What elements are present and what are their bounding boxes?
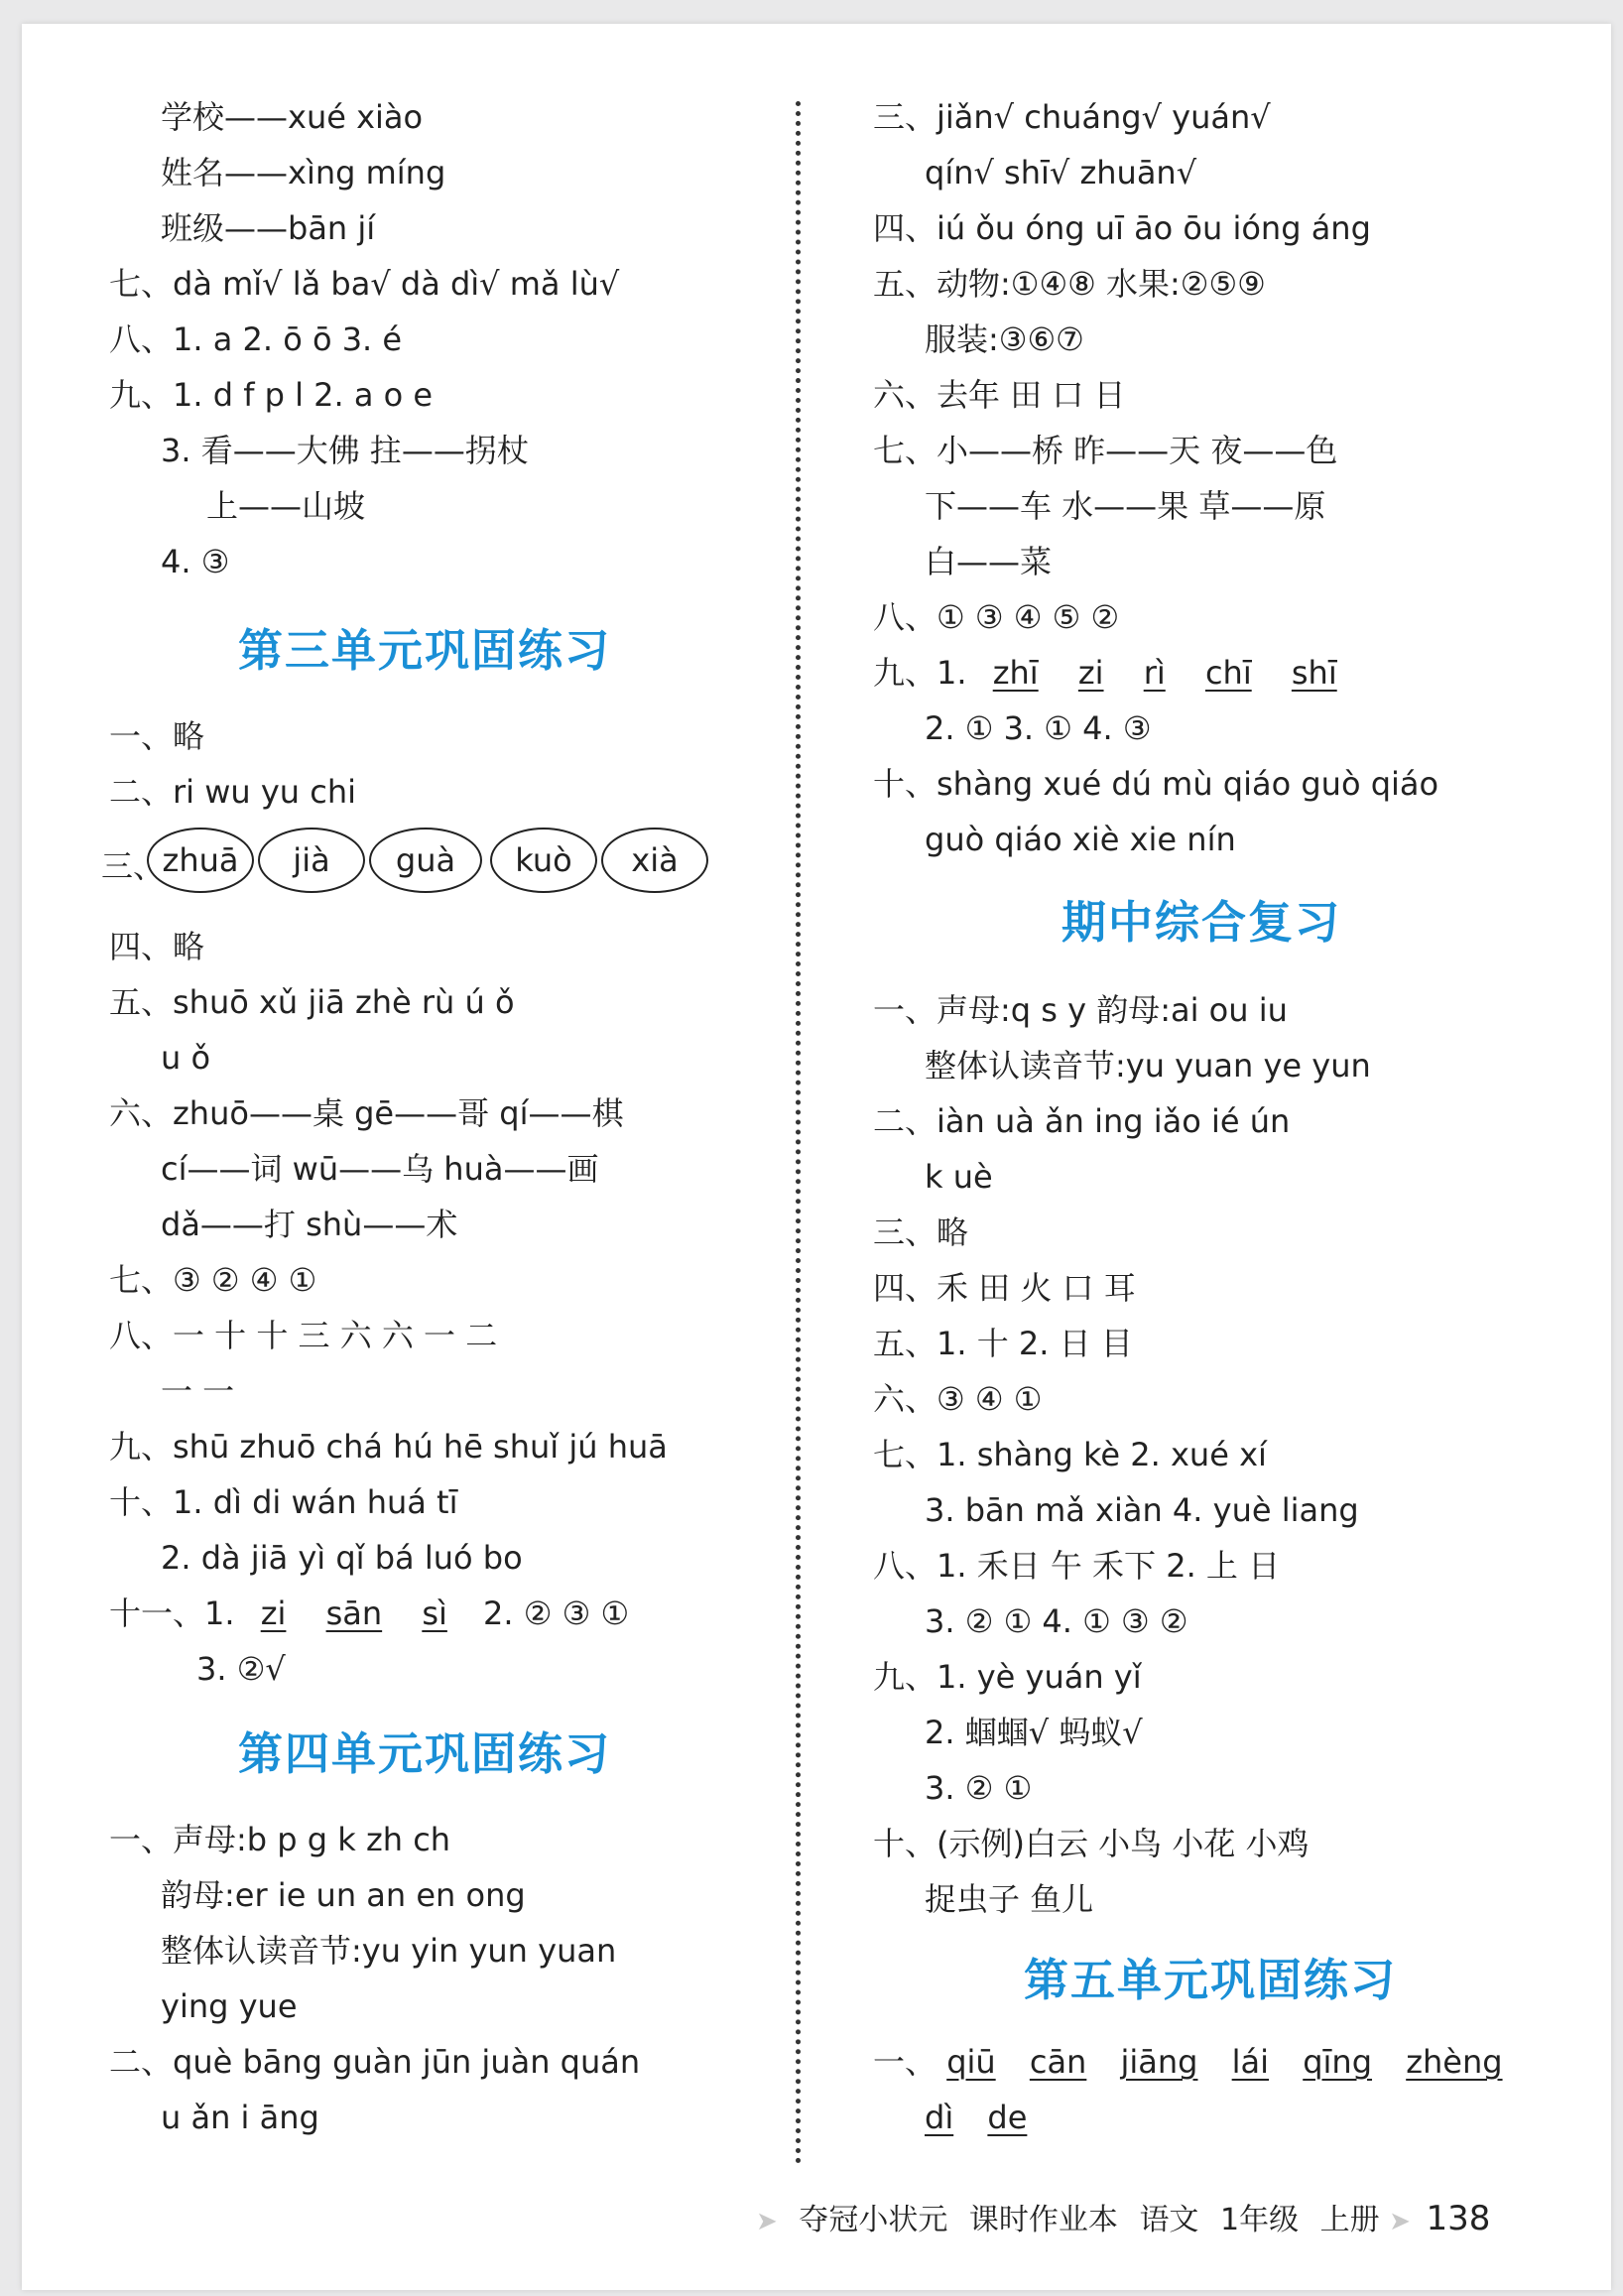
answer-line: 班级——bān jí <box>161 209 376 247</box>
answer-line: 白——菜 <box>925 543 1053 580</box>
answer-line: 二、què bāng guàn jūn juàn quán <box>109 2043 641 2081</box>
answer-line: 九、1. yè yuán yǐ <box>873 1658 1142 1696</box>
answer-label: 九、1. <box>873 654 967 692</box>
answer-line: cí——词 wū——乌 huà——画 <box>161 1150 599 1188</box>
answer-line-underlined <box>873 651 1337 695</box>
answer-line-underlined <box>925 2096 1027 2139</box>
answer-line: 一、声母:b p g k zh ch <box>109 1821 451 1858</box>
answer-line: 八、1. 禾日 午 禾下 2. 上 日 <box>873 1547 1281 1585</box>
underlined-pinyin: zhī <box>992 654 1039 692</box>
underlined-pinyin: zi <box>260 1594 287 1632</box>
right-column <box>786 24 1560 2147</box>
answer-line: 学校——xué xiào <box>161 98 424 136</box>
answer-line: 韵母:er ie un an en ong <box>161 1876 526 1914</box>
section-heading-unit4: 第四单元巩固练习 <box>238 1727 612 1780</box>
answer-line: 六、zhuō——桌 gē——哥 qí——棋 <box>109 1094 624 1132</box>
underlined-pinyin: de <box>987 2099 1028 2136</box>
answer-line: 整体认读音节:yu yuan ye yun <box>925 1047 1371 1084</box>
answer-line: 3. ②√ <box>196 1650 286 1688</box>
answer-line: 六、去年 田 口 日 <box>873 376 1126 414</box>
underlined-pinyin: zhèng <box>1406 2043 1503 2081</box>
underlined-pinyin: cān <box>1029 2043 1087 2081</box>
circled-pinyin: guà <box>369 828 482 893</box>
circled-pinyin: xià <box>601 828 708 893</box>
answer-line: 七、③ ② ④ ① <box>109 1261 317 1299</box>
answer-text: 2. ② ③ ① <box>483 1594 630 1632</box>
answer-line: 4. ③ <box>161 543 230 580</box>
answer-line: 三、jiǎn√ chuáng√ yuán√ <box>873 98 1271 136</box>
answer-page <box>22 24 1611 2290</box>
footer-book: 课时作业本 <box>968 2203 1118 2237</box>
underlined-pinyin: qīng <box>1303 2043 1373 2081</box>
underlined-pinyin: rì <box>1143 654 1166 692</box>
section-heading-unit3: 第三单元巩固练习 <box>238 624 612 677</box>
answer-line: 四、禾 田 火 口 耳 <box>873 1269 1136 1307</box>
answer-line: u ǒ <box>161 1039 211 1077</box>
answer-line: guò qiáo xiè xie nín <box>925 821 1236 858</box>
underlined-pinyin: qiū <box>946 2043 996 2081</box>
answer-line: 四、iú ǒu óng uī āo ōu ióng áng <box>873 209 1371 247</box>
answer-line: 十、shàng xué dú mù qiáo guò qiáo <box>873 765 1439 803</box>
answer-label: 三、 <box>101 847 166 885</box>
answer-line: 2. dà jiā yì qǐ bá luó bo <box>161 1539 523 1577</box>
answer-line: 七、1. shàng kè 2. xué xí <box>873 1436 1267 1473</box>
arrow-icon: ➤ <box>756 2207 778 2236</box>
arrow-icon: ➤ <box>1389 2207 1411 2236</box>
answer-line-underlined <box>873 2040 1503 2084</box>
answer-line: 一、声母:q s y 韵母:ai ou iu <box>873 991 1288 1029</box>
footer-brand: 夺冠小状元 <box>799 2203 948 2237</box>
footer-grade: 1年级 <box>1219 2203 1300 2237</box>
section-heading-midterm: 期中综合复习 <box>1061 896 1342 949</box>
left-column <box>22 24 786 2147</box>
answer-line: 3. ② ① <box>925 1769 1033 1807</box>
answer-line: 服装:③⑥⑦ <box>925 320 1084 358</box>
answer-line: 二、ri wu yu chi <box>109 773 357 811</box>
page-footer <box>756 2195 1490 2242</box>
underlined-pinyin: chī <box>1204 654 1252 692</box>
answer-line: 一 一 <box>161 1372 235 1410</box>
answer-line: 3. bān mǎ xiàn 4. yuè liang <box>925 1491 1359 1529</box>
underlined-pinyin: sì <box>422 1594 447 1632</box>
answer-line: k uè <box>925 1158 993 1196</box>
answer-line: 十、(示例)白云 小鸟 小花 小鸡 <box>873 1825 1310 1862</box>
answer-line: ying yue <box>161 1987 298 2025</box>
answer-line: 四、略 <box>109 928 205 965</box>
answer-line: 八、① ③ ④ ⑤ ② <box>873 598 1120 636</box>
answer-line: 九、1. d f p l 2. a o e <box>109 376 434 414</box>
answer-line: u ǎn i āng <box>161 2099 319 2136</box>
answer-line: 八、1. a 2. ō ō 3. é <box>109 320 403 358</box>
answer-line: 十、1. dì di wán huá tī <box>109 1483 458 1521</box>
circled-pinyin: kuò <box>490 828 597 893</box>
answer-line: 七、dà mǐ√ lǎ ba√ dà dì√ mǎ lù√ <box>109 265 620 303</box>
underlined-pinyin: shī <box>1291 654 1337 692</box>
section-heading-unit5: 第五单元巩固练习 <box>1024 1954 1398 2006</box>
answer-line: 3. ② ① 4. ① ③ ② <box>925 1602 1188 1640</box>
answer-line: qín√ shī√ zhuān√ <box>925 154 1197 191</box>
answer-line: 七、小——桥 昨——天 夜——色 <box>873 432 1338 469</box>
answer-line: 整体认读音节:yu yin yun yuan <box>161 1932 617 1970</box>
underlined-pinyin: jiāng <box>1120 2043 1198 2081</box>
answer-line: 五、动物:①④⑧ 水果:②⑤⑨ <box>873 265 1266 303</box>
circled-pinyin: jià <box>258 828 365 893</box>
answer-label: 十一、1. <box>109 1594 235 1632</box>
answer-line: 下——车 水——果 草——原 <box>925 487 1326 525</box>
underlined-pinyin: zi <box>1077 654 1104 692</box>
circled-pinyin: zhuā <box>147 828 254 893</box>
footer-subject: 语文 <box>1139 2203 1199 2237</box>
answer-line: 捉虫子 鱼儿 <box>925 1880 1094 1918</box>
answer-line-underlined <box>109 1592 629 1635</box>
answer-line: dǎ——打 shù——术 <box>161 1206 458 1243</box>
answer-line: 九、shū zhuō chá hú hē shuǐ jú huā <box>109 1428 668 1466</box>
underlined-pinyin: dì <box>925 2099 954 2136</box>
answer-line: 3. 看——大佛 拄——拐杖 <box>161 432 529 469</box>
answer-line: 姓名——xìng míng <box>161 154 446 191</box>
answer-line: 六、③ ④ ① <box>873 1380 1043 1418</box>
answer-line: 上——山坡 <box>206 487 366 525</box>
answer-line: 2. ① 3. ① 4. ③ <box>925 709 1152 747</box>
answer-label: 一、 <box>873 2043 937 2081</box>
answer-line: 2. 蝈蝈√ 蚂蚁√ <box>925 1714 1143 1751</box>
answer-line: 五、shuō xǔ jiā zhè rù ú ǒ <box>109 983 515 1021</box>
answer-line: 一、略 <box>109 717 205 755</box>
page-number: 138 <box>1426 2199 1491 2238</box>
underlined-pinyin: sān <box>325 1594 383 1632</box>
footer-volume: 上册 <box>1319 2203 1380 2237</box>
underlined-pinyin: lái <box>1231 2043 1270 2081</box>
answer-line: 二、iàn uà ǎn ing iǎo ié ún <box>873 1102 1291 1140</box>
answer-line: 八、一 十 十 三 六 六 一 二 <box>109 1317 498 1354</box>
answer-line: 五、1. 十 2. 日 目 <box>873 1325 1133 1362</box>
answer-line: 三、略 <box>873 1213 969 1251</box>
